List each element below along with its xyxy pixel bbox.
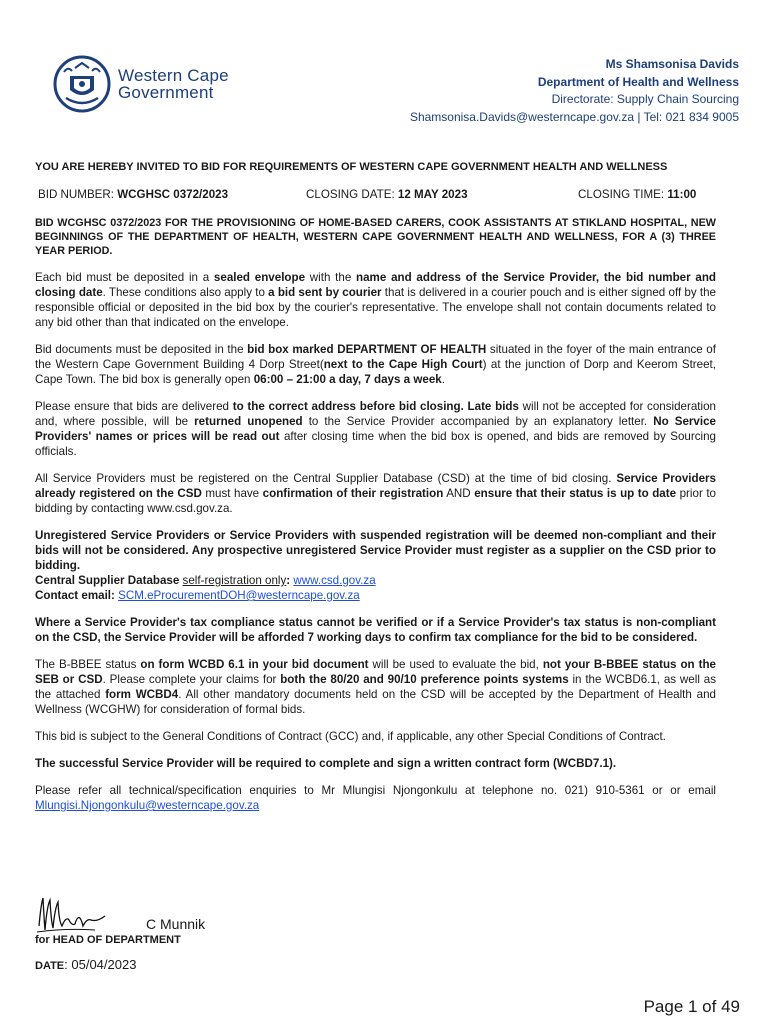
contact-email-link[interactable]: SCM.eProcurementDOH@westerncape.gov.za (118, 589, 360, 602)
paragraph-late-bids: Please ensure that bids are delivered to the correct address before bid closing. Late bids will not be accepted for consideration and, where possible, will be returned unopened to the Service Provider accompanied by an explanatory letter. No Service Providers' names or prices will be read out after closing time when the bid box is opened, and bids are removed by Sourcing officials. (35, 400, 716, 458)
paragraph-contract: The successful Service Provider will be required to complete and sign a written contract form (WCBD7.1). (35, 757, 617, 770)
signature-block (35, 896, 275, 956)
date-value: 05/04/2023 (71, 957, 137, 972)
closing-date: 12 MAY 2023 (397, 188, 468, 201)
bid-number: WCGHSC 0372/2023 (117, 188, 229, 201)
closing-date-label: CLOSING DATE: (306, 188, 398, 201)
wcg-logo (52, 53, 262, 115)
logo-line-1: Western Cape (118, 66, 229, 85)
paragraph-bid-box: Bid documents must be deposited in the bid box marked DEPARTMENT OF HEALTH situated in the foyer of the main entrance of the Western Cape Government Building 4 Dorp Street(next to the Cape High Court) at the junction of Dorp and Keerom Street, Cape Town. The bid box is generally open 06:00 – 21:00 a day, 7 days a week. (35, 343, 716, 386)
paragraph-tax-compliance: Where a Service Provider's tax compliance status cannot be verified or if a Service Provider's tax status is non-compliant on the CSD, the Service Provider will be afforded 7 working days to confirm tax compliance for the bid to be considered. (35, 616, 716, 644)
department-name: Department of Health and Wellness (537, 74, 739, 89)
contact-block (410, 56, 739, 126)
paragraph-csd: All Service Providers must be registered on the Central Supplier Database (CSD) at the time of bid closing. Service Providers already registered on the CSD must have confirmation of their registration AND ensure that their status is up to date prior to bidding by contacting www.csd.gov.za. (35, 472, 716, 515)
paragraph-envelope: Each bid must be deposited in a sealed envelope with the name and address of the Service Provider, the bid number and closing date. These conditions also apply to a bid sent by courier that is delivered in a courier pouch and is either signed off by the responsible official or deposited in the bid box by the courier's representative. The envelope shall not contain documents related to any bid other than that indicated on the envelope. (35, 271, 717, 329)
paragraph-gcc: This bid is subject to the General Conditions of Contract (GCC) and, if applicable, any other Special Conditions of Contract. (35, 730, 666, 743)
contact-name: Ms Shamsonisa Davids (605, 57, 739, 71)
date-line: DATE: 05/04/2023 (35, 957, 137, 972)
closing-time-label: CLOSING TIME: (578, 188, 668, 201)
signatory-name: C Munnik (146, 916, 206, 932)
handwritten-signature-icon (35, 896, 145, 936)
coat-of-arms-icon (52, 54, 112, 114)
paragraph-enquiries: Please refer all technical/specification enquiries to Mr Mlungisi Njongonkulu at telephone no. 021) 910-5361 or or email Mlungisi.Njongonkulu@westerncape.gov.za (35, 784, 716, 812)
paragraph-unregistered: Unregistered Service Providers or Service Providers with suspended registration will be deemed non-compliant and their bids will not be considered. Any prospective unregistered Service Provider must register as a supplier on the CSD prior to bidding. Central Supplier Database self-registration only: www.csd.gov.za Contact email: SCM.eProcurementDOH@westerncape.gov.za (35, 529, 716, 602)
signatory-title: for HEAD OF DEPARTMENT (35, 934, 181, 946)
paragraph-bbbee: The B-BBEE status on form WCBD 6.1 in your bid document will be used to evaluate the bid, not your B-BBEE status on the SEB or CSD. Please complete your claims for both the 80/20 and 90/10 preference points systems in the WCBD6.1, as well as the attached form WCBD4. All other mandatory documents held on the CSD will be accepted by the Department of Health and Wellness (WCGHW) for consideration of formal bids. (35, 658, 716, 716)
letter-body (35, 160, 716, 825)
contact-email-tel: Shamsonisa.Davids@westerncape.gov.za | Tel: 021 834 9005 (409, 109, 739, 124)
enquiries-email-link[interactable]: Mlungisi.Njongonkulu@westerncape.gov.za (35, 799, 260, 812)
csd-link[interactable]: www.csd.gov.za (293, 574, 376, 587)
bid-info-line (35, 187, 716, 202)
bid-title: BID WCGHSC 0372/2023 FOR THE PROVISIONING OF HOME-BASED CARERS, COOK ASSISTANTS AT STIKLAND HOSPITAL, NEW BEGINNINGS OF THE DEPARTMENT OF HEALTH, WESTERN CAPE GOVERNMENT HEALTH AND WELLNESS, FOR A (3) THREE YEAR PERIOD. (35, 217, 716, 257)
invite-heading: YOU ARE HEREBY INVITED TO BID FOR REQUIREMENTS OF WESTERN CAPE GOVERNMENT HEALTH AND WELLNESS (35, 161, 668, 173)
page-number: Page 1 of 49 (643, 997, 740, 1016)
logo-line-2: Government (118, 83, 214, 102)
closing-time: 11:00 (667, 188, 697, 201)
directorate: Directorate: Supply Chain Sourcing (551, 92, 739, 106)
bid-number-label: BID NUMBER: (38, 188, 118, 201)
